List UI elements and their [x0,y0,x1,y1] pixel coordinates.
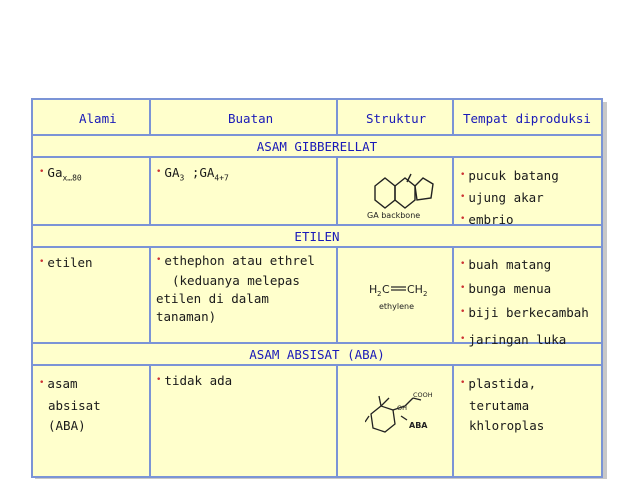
section-divider-etilen [31,246,603,248]
ethylene-caption: ethylene [379,302,414,311]
header-alami: Alami [79,111,117,126]
aba-structure-caption: ABA [409,421,428,430]
etilen-tempat-text: bunga menua [468,281,552,296]
col-divider-1-aba [149,364,151,478]
ethylene-c1: C [382,283,390,296]
bullet-icon: • [460,170,466,180]
ga-alami-sub: x…80 [62,173,82,183]
bullet-icon: • [460,378,466,388]
aba-tempat-text: terutama [469,398,530,413]
section-title-etilen: ETILEN [294,229,340,244]
col-divider-3-header [452,98,454,136]
section-divider-aba [31,364,603,366]
bullet-icon: • [39,378,45,388]
table-border-bottom [31,476,603,478]
ga-alami [39,165,82,183]
aba-buatan [156,373,232,391]
aba-tempat-line [460,396,544,416]
etilen-buatan-line [156,308,315,326]
col-divider-1-header [149,98,151,136]
aba-oh-label: OH [397,404,408,412]
ethylene-sub1: 2 [377,290,382,298]
aba-alami-text: absisat [48,398,101,413]
section-divider-ga [31,156,603,158]
aba-tempat-line [460,416,544,436]
ethylene-structure-diagram [367,276,439,316]
ga-tempat-item [460,188,559,210]
bullet-icon: • [460,283,466,293]
ga-tempat-text: pucuk batang [468,168,559,183]
col-divider-1-ga [149,156,151,226]
ga-buatan-sep: ;GA [184,165,215,180]
ga-tempat-text: ujung akar [468,190,544,205]
aba-alami [39,374,101,436]
ga-alami-main: Ga [47,165,63,180]
aba-tempat [460,374,544,436]
aba-alami-text: (ABA) [48,418,86,433]
aba-alami-line [39,416,101,436]
bullet-icon: • [460,307,466,317]
aba-tempat-line [460,374,544,396]
etilen-buatan-text: ethephon atau ethrel [164,253,315,268]
col-divider-3-etilen [452,246,454,344]
header-struktur: Struktur [366,111,427,126]
etilen-tempat-item [460,254,589,278]
ethylene-sub2: 2 [423,290,428,298]
aba-cooh-label: COOH [413,391,433,399]
ga-buatan-a: GA [164,165,180,180]
ga-tempat-text: embrio [468,212,514,227]
etilen-buatan-text: etilen di dalam [156,291,269,306]
col-divider-3-aba [452,364,454,478]
bullet-icon: • [156,375,162,385]
etilen-tempat-text: buah matang [468,257,552,272]
table-border-left [31,98,33,478]
bullet-icon: • [460,259,466,269]
bullet-icon: • [460,214,466,224]
etilen-tempat-item [460,302,589,326]
etilen-buatan-text: tanaman) [156,309,217,324]
etilen-tempat-item [460,278,589,302]
bullet-icon: • [39,167,45,177]
hormone-table [31,98,603,478]
table-border-top [31,98,603,100]
etilen-buatan-line [156,290,315,308]
etilen-tempat-list [460,254,589,353]
aba-tempat-text: khloroplas [469,418,545,433]
ethylene-c2: CH [407,283,423,296]
aba-alami-text: asam [47,376,78,391]
ga-buatan-b-sub: 4+7 [214,173,229,183]
aba-tempat-text: plastida, [468,376,537,391]
ga-structure-diagram [367,170,439,220]
table-border-right [601,98,603,478]
col-divider-2-aba [336,364,338,478]
header-buatan: Buatan [228,111,274,126]
bullet-icon: • [156,167,162,177]
etilen-tempat-text: biji berkecambah [468,305,589,320]
ga-tempat-list [460,166,559,232]
col-divider-1-etilen [149,246,151,344]
col-divider-2-ga [336,156,338,226]
aba-buatan-text: tidak ada [164,373,233,388]
ga-buatan [156,165,229,183]
header-divider [31,134,603,136]
aba-alami-line [39,374,101,396]
etilen-tempat-text: jaringan luka [468,332,567,347]
col-divider-2-header [336,98,338,136]
ethylene-h: H [369,283,378,296]
etilen-buatan-line [156,272,315,290]
bullet-icon: • [39,257,45,267]
bullet-icon: • [460,334,466,344]
section-title-aba: ASAM ABSISAT (ABA) [249,347,385,362]
etilen-buatan [156,252,315,326]
header-tempat: Tempat diproduksi [463,111,591,126]
ga-buatan-a-sub: 3 [179,173,185,183]
col-divider-3-ga [452,156,454,226]
aba-alami-line [39,396,101,416]
aba-structure-diagram [365,386,443,442]
etilen-buatan-text: (keduanya melepas [172,273,300,288]
bullet-icon: • [156,255,162,265]
etilen-alami-text: etilen [47,255,93,270]
etilen-buatan-line [156,252,315,272]
col-divider-2-etilen [336,246,338,344]
section-title-gibberellin: ASAM GIBBERELLAT [256,139,378,154]
ga-structure-caption: GA backbone [367,211,421,220]
ga-tempat-item [460,166,559,188]
etilen-alami [39,255,93,273]
bullet-icon: • [460,192,466,202]
